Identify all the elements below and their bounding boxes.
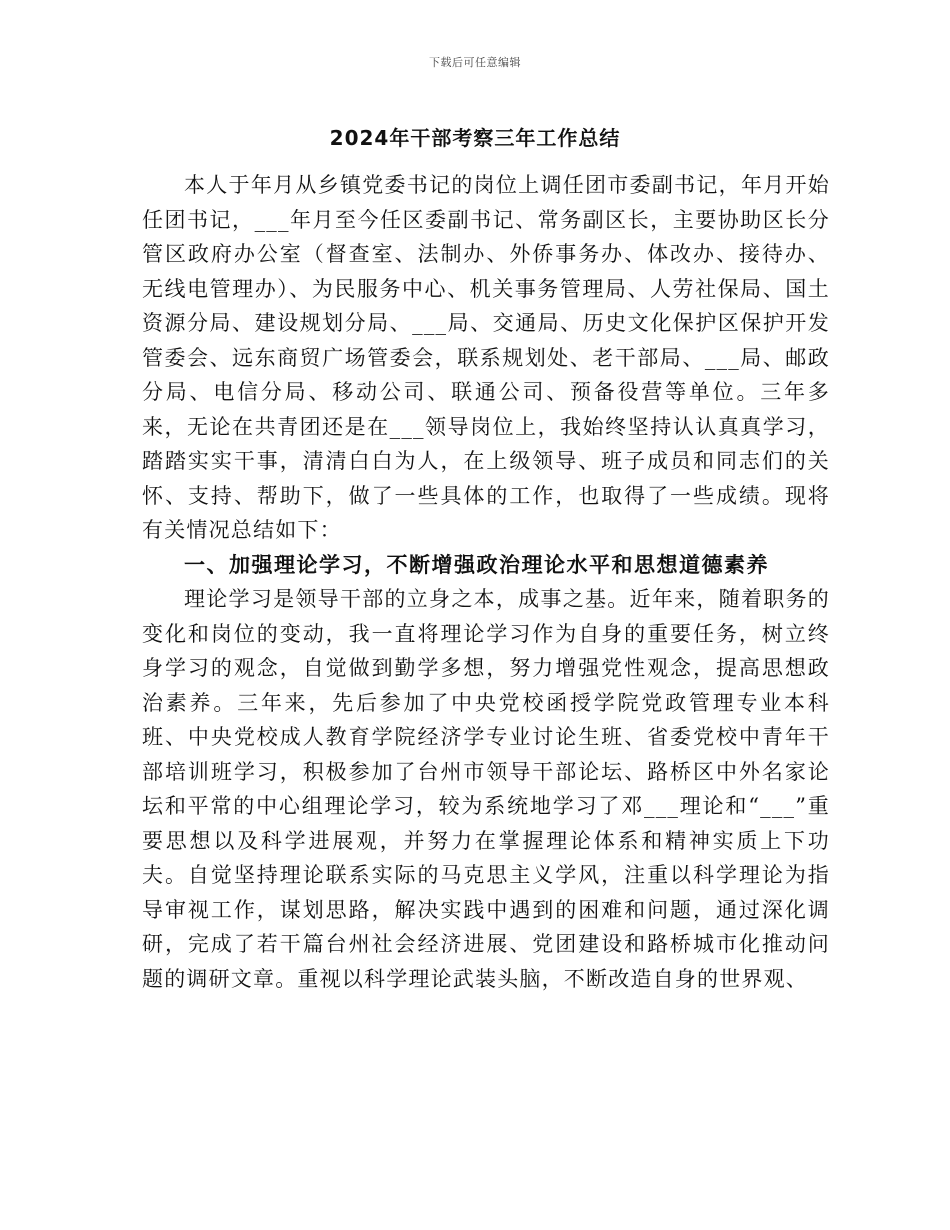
document-body <box>142 168 830 996</box>
header-note: 下载后可任意编辑 <box>429 56 521 69</box>
section-paragraph: 理论学习是领导干部的立身之本，成事之基。近年来，随着职务的变化和岗位的变动，我一直将理论学习作为自身的重要任务，树立终身学习的观念，自觉做到勤学多想，努力增强党性观念，提高思想政治素养。三年来，先后参加了中央党校函授学院党政管理专业本科班、中央党校成人教育学院经济学专业讨论生班、省委党校中青年干部培训班学习，积极参加了台州市领导干部论坛、路桥区中外名家论坛和平常的中心组理论学习，较为系统地学习了邓___理论和“___”重要思想以及科学进展观，并努力在掌握理论体系和精神实质上下功夫。自觉坚持理论联系实际的马克思主义学风，注重以科学理论为指导审视工作，谋划思路，解决实践中遇到的困难和问题，通过深化调研，完成了若干篇台州社会经济进展、党团建设和路桥城市化推动问题的调研文章。重视以科学理论武装头脑，不断改造自身的世界观、 <box>142 587 830 991</box>
section-heading: 一、加强理论学习，不断增强政治理论水平和思想道德素养 <box>184 552 769 577</box>
document-title: 2024年干部考察三年工作总结 <box>329 126 621 150</box>
intro-paragraph: 本人于年月从乡镇党委书记的岗位上调任团市委副书记，年月开始任团书记，___年月至今任区委副书记、常务副区长，主要协助区长分管区政府办公室（督查室、法制办、外侨事务办、体改办、接待办、无线电管理办）、为民服务中心、机关事务管理局、人劳社保局、国土资源分局、建设规划分局、___局、交通局、历史文化保护区保护开发管委会、远东商贸广场管委会，联系规划处、老干部局、___局、邮政分局、电信分局、移动公司、联通公司、预备役营等单位。三年多来，无论在共青团还是在___领导岗位上，我始终坚持认认真真学习，踏踏实实干事，清清白白为人，在上级领导、班子成员和同志们的关怀、支持、帮助下，做了一些具体的工作，也取得了一些成绩。现将有关情况总结如下： <box>142 173 830 542</box>
